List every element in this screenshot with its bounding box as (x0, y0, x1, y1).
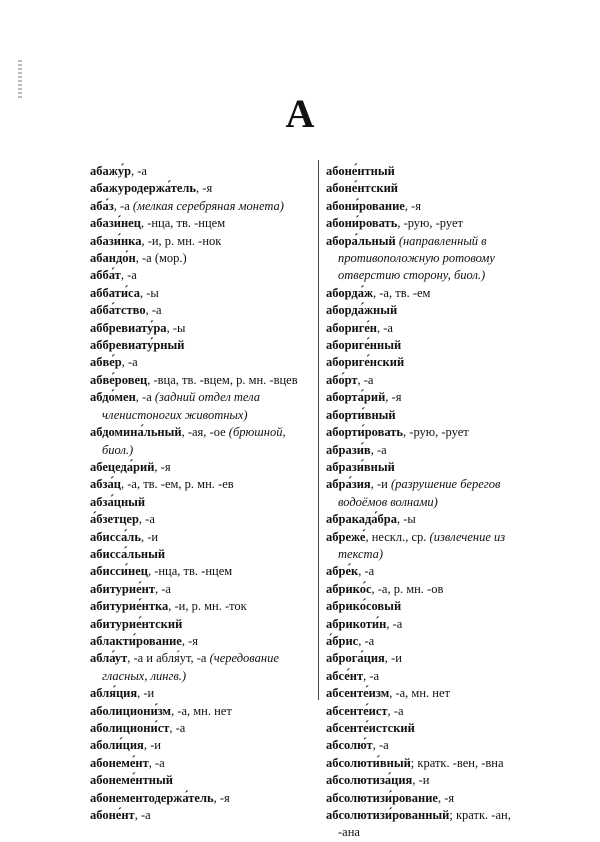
dictionary-entry (90, 476, 302, 493)
entry-headword: абре́к (326, 564, 359, 579)
dictionary-entry (90, 180, 302, 197)
dictionary-entry (326, 563, 534, 580)
entry-headword: а́брис (326, 633, 359, 648)
dictionary-entry (326, 807, 534, 842)
entry-headword: абла́ут (90, 651, 128, 666)
entry-grammar: , -а (386, 616, 403, 631)
entry-grammar: , -а (мор.) (135, 251, 187, 266)
entry-definition: (брюшной, биол.) (102, 425, 286, 457)
dictionary-entry (326, 529, 534, 564)
dictionary-entry (90, 685, 302, 702)
entry-headword: абрази́в (326, 442, 371, 457)
entry-headword: абоне́нтный (326, 164, 395, 178)
dictionary-entry (326, 772, 534, 789)
entry-headword: абсенте́изм (326, 686, 390, 701)
dictionary-entry (326, 720, 534, 737)
dictionary-entry (90, 494, 302, 511)
dictionary-entry (90, 772, 302, 789)
entry-headword: аборта́рий (326, 390, 386, 405)
entry-grammar: , -а (377, 320, 393, 335)
entry-headword: а́бзетцер (90, 512, 139, 527)
entry-grammar: , -вца, тв. -вцем, р. мн. -вцев (147, 372, 298, 387)
dictionary-entry (90, 389, 302, 424)
dictionary-entry (90, 633, 302, 650)
entry-grammar: , -а (113, 198, 133, 213)
entry-grammar: , -и (384, 651, 402, 666)
dictionary-entry (326, 424, 534, 441)
entry-grammar: , -а (387, 703, 404, 718)
entry-definition: (мелкая серебряная монета) (132, 198, 284, 213)
entry-definition: (задний отдел тела членистоногих животных) (102, 390, 261, 422)
entry-grammar: , -ы (139, 285, 159, 300)
dictionary-entry (90, 354, 302, 371)
entry-grammar: , -и, р. мн. -нок (141, 233, 222, 248)
dictionary-entry (326, 581, 534, 598)
entry-headword: абажуродержа́тель (90, 181, 197, 196)
entry-grammar: , -нца, тв. -нцем (147, 564, 233, 579)
entry-headword: абсенте́истский (326, 721, 415, 735)
entry-headword: абази́нец (90, 216, 141, 231)
entry-grammar: , -а (154, 581, 171, 596)
entry-grammar: , -а, мн. нет (171, 703, 232, 718)
entry-headword: абрико́с (326, 581, 372, 596)
entry-headword: аборти́вный (326, 407, 396, 422)
dictionary-entry (90, 598, 302, 615)
entry-headword: абажу́р (90, 164, 132, 178)
entry-headword: абисса́ль (90, 529, 141, 544)
entry-grammar: , -а (120, 268, 137, 283)
dictionary-entry (326, 755, 534, 772)
column-divider (318, 160, 319, 700)
entry-grammar: , -я (196, 181, 213, 196)
entry-headword: абонеме́нт (90, 755, 149, 770)
dictionary-entry (326, 285, 534, 302)
entry-headword: аббати́са (90, 285, 140, 300)
entry-grammar: ; кратк. -ан, -ана (338, 808, 511, 840)
entry-headword: абора́льный (326, 233, 396, 248)
entry-grammar: , -а (134, 808, 151, 823)
entry-headword: абитурие́нтский (90, 616, 183, 631)
dictionary-entry (90, 250, 302, 267)
entry-headword: або́рт (326, 372, 358, 387)
dictionary-entry (326, 442, 534, 459)
dictionary-entry (326, 407, 534, 424)
entry-grammar: , -а (169, 721, 186, 735)
entry-grammar: , -и (412, 773, 430, 788)
entry-headword: абони́ровать (326, 216, 398, 231)
entry-headword: аборти́ровать (326, 425, 404, 440)
entry-grammar: , -а (370, 442, 387, 457)
dictionary-entry (326, 459, 534, 476)
entry-headword: абве́ровец (90, 372, 148, 387)
entry-headword: аболи́ция (90, 738, 144, 753)
entry-grammar: , -а, тв. -ем (373, 285, 431, 300)
entry-grammar: , -а (363, 668, 380, 683)
dictionary-entry (90, 424, 302, 459)
dictionary-entry (90, 807, 302, 824)
entry-grammar: , -а (138, 512, 155, 527)
entry-headword: абра́зия (326, 477, 371, 492)
dictionary-entry (90, 546, 302, 563)
entry-grammar: , -а (357, 372, 374, 387)
entry-headword: абисси́нец (90, 564, 148, 579)
entry-grammar: , -нца, тв. -нцем (140, 216, 226, 231)
entry-definition: (чередование гласных, лингв.) (102, 651, 279, 683)
dictionary-entry (90, 755, 302, 772)
entry-grammar: , -а (135, 390, 155, 405)
entry-headword: абля́ция (90, 686, 138, 701)
dictionary-entry (326, 233, 534, 285)
entry-headword: аборда́жный (326, 303, 398, 318)
entry-grammar: , -я (181, 633, 199, 648)
dictionary-entry (326, 790, 534, 807)
entry-headword: аборда́ж (326, 285, 374, 300)
entry-headword: аброга́ция (326, 651, 385, 666)
dictionary-entry (90, 285, 302, 302)
dictionary-entry (90, 720, 302, 737)
dictionary-entry (90, 233, 302, 250)
entry-grammar: , -я (385, 390, 402, 405)
entry-grammar: , -ы (397, 512, 416, 527)
dictionary-entry (326, 476, 534, 511)
entry-grammar: , -ы (166, 320, 186, 335)
entry-headword: абве́р (90, 355, 122, 370)
entry-headword: аба́з (90, 198, 114, 213)
entry-grammar: , -а, р. мн. -ов (371, 581, 444, 596)
entry-headword: абсолютиза́ция (326, 773, 413, 788)
dictionary-entry (326, 703, 534, 720)
dictionary-entry (90, 511, 302, 528)
dictionary-entry (326, 650, 534, 667)
entry-grammar: , -ая, -ое (181, 425, 229, 440)
entry-headword: абази́нка (90, 233, 142, 248)
entry-headword: абони́рование (326, 198, 405, 213)
entry-headword: абсолюти́вный (326, 755, 411, 770)
entry-headword: абза́ц (90, 477, 121, 492)
entry-headword: абонементодержа́тель (90, 790, 214, 805)
dictionary-entry (326, 215, 534, 232)
entry-headword: аблакти́рование (90, 633, 182, 648)
entry-grammar: , -а, тв. -ем, р. мн. -ев (120, 477, 234, 492)
dictionary-entry (326, 372, 534, 389)
entry-headword: абдо́мен (90, 390, 136, 405)
dictionary-entry (90, 163, 302, 180)
entry-headword: абба́т (90, 268, 121, 283)
entry-headword: абрико́совый (326, 599, 402, 614)
entry-headword: абориге́нский (326, 355, 405, 370)
entry-headword: абсолю́т (326, 738, 373, 753)
entry-headword: абрикоти́н (326, 616, 387, 631)
dictionary-entry (90, 790, 302, 807)
entry-grammar: , -рую, -рует (403, 425, 469, 440)
right-column (326, 163, 534, 842)
dictionary-entry (326, 737, 534, 754)
dictionary-entry (90, 529, 302, 546)
entry-headword: абракада́бра (326, 512, 397, 527)
dictionary-entry (326, 389, 534, 406)
entry-headword: абандо́н (90, 251, 136, 266)
dictionary-entry (326, 198, 534, 215)
dictionary-entry (326, 180, 534, 197)
left-column (90, 163, 302, 824)
entry-grammar: , -и (143, 738, 161, 753)
entry-grammar: , -и (370, 477, 391, 492)
dictionary-entry (326, 511, 534, 528)
entry-headword: абориге́н (326, 320, 378, 335)
entry-grammar: , -а (372, 738, 389, 753)
entry-grammar: , -рую, -рует (397, 216, 463, 231)
dictionary-entry (326, 163, 534, 180)
dictionary-entry (90, 215, 302, 232)
entry-headword: абоне́нт (90, 808, 135, 823)
dictionary-entry (326, 685, 534, 702)
entry-grammar: , -и (140, 529, 159, 544)
dictionary-entry (326, 302, 534, 319)
entry-grammar: , -а и абля́ут, -а (127, 651, 210, 666)
entry-headword: аббревиату́рный (90, 338, 185, 353)
entry-headword: абонеме́нтный (90, 773, 173, 788)
dictionary-entry (90, 650, 302, 685)
entry-definition: (направленный в противоположную ротовому отверстию сторону, биол.) (338, 233, 495, 283)
entry-headword: абитурие́нт (90, 581, 155, 596)
entry-grammar: , -а (145, 303, 162, 318)
entry-grammar: , -я (154, 459, 171, 474)
entry-headword: абреже́ (326, 529, 366, 544)
entry-headword: абсе́нт (326, 668, 364, 683)
entry-headword: абисса́льный (90, 546, 166, 561)
dictionary-entry (90, 581, 302, 598)
entry-definition: (извлечение из текста) (338, 529, 506, 561)
entry-grammar: , -а (358, 633, 375, 648)
entry-headword: абдомина́льный (90, 425, 182, 440)
entry-grammar: , -и, р. мн. -ток (168, 599, 247, 614)
dictionary-entry (90, 198, 302, 215)
entry-grammar: ; кратк. -вен, -вна (410, 755, 504, 770)
dictionary-entry (90, 372, 302, 389)
entry-grammar: , -я (437, 790, 455, 805)
dictionary-entry (90, 337, 302, 354)
dictionary-entry (90, 320, 302, 337)
entry-headword: аболициони́зм (90, 703, 172, 718)
entry-headword: абориге́нный (326, 338, 402, 353)
dictionary-entry (90, 737, 302, 754)
entry-grammar: , нескл., ср. (365, 529, 430, 544)
dictionary-entry (90, 703, 302, 720)
dictionary-entry (326, 598, 534, 615)
entry-headword: аббревиату́ра (90, 320, 167, 335)
entry-definition: (разрушение берегов водоёмов волнами) (338, 477, 501, 509)
dictionary-entry (90, 267, 302, 284)
entry-grammar: , -а (358, 564, 375, 579)
entry-headword: абсолютизи́рование (326, 790, 438, 805)
dictionary-entry (326, 633, 534, 650)
entry-headword: абсолютизи́рованный (326, 808, 450, 823)
entry-headword: абба́тство (90, 303, 146, 318)
entry-headword: абза́цный (90, 494, 146, 509)
entry-grammar: , -а (131, 164, 147, 178)
dictionary-entry (326, 668, 534, 685)
dictionary-entry (326, 616, 534, 633)
section-letter: А (285, 91, 315, 136)
entry-grammar: , -а, мн. нет (389, 686, 450, 701)
dictionary-entry (326, 354, 534, 371)
dictionary-entry (90, 302, 302, 319)
entry-grammar: , -я (213, 790, 230, 805)
entry-headword: абсенте́ист (326, 703, 388, 718)
entry-headword: абрази́вный (326, 459, 395, 474)
entry-grammar: , -а (148, 755, 165, 770)
dictionary-entry (90, 459, 302, 476)
entry-grammar: , -я (404, 198, 422, 213)
entry-headword: аболициони́ст (90, 721, 170, 735)
dictionary-entry (90, 616, 302, 633)
entry-headword: абецеда́рий (90, 459, 155, 474)
entry-grammar: , -и (137, 686, 155, 701)
entry-grammar: , -а (121, 355, 138, 370)
entry-headword: абоне́нтский (326, 181, 398, 196)
entry-headword: абитурие́нтка (90, 599, 169, 614)
dictionary-entry (326, 337, 534, 354)
dictionary-entry (90, 563, 302, 580)
dictionary-entry (326, 320, 534, 337)
